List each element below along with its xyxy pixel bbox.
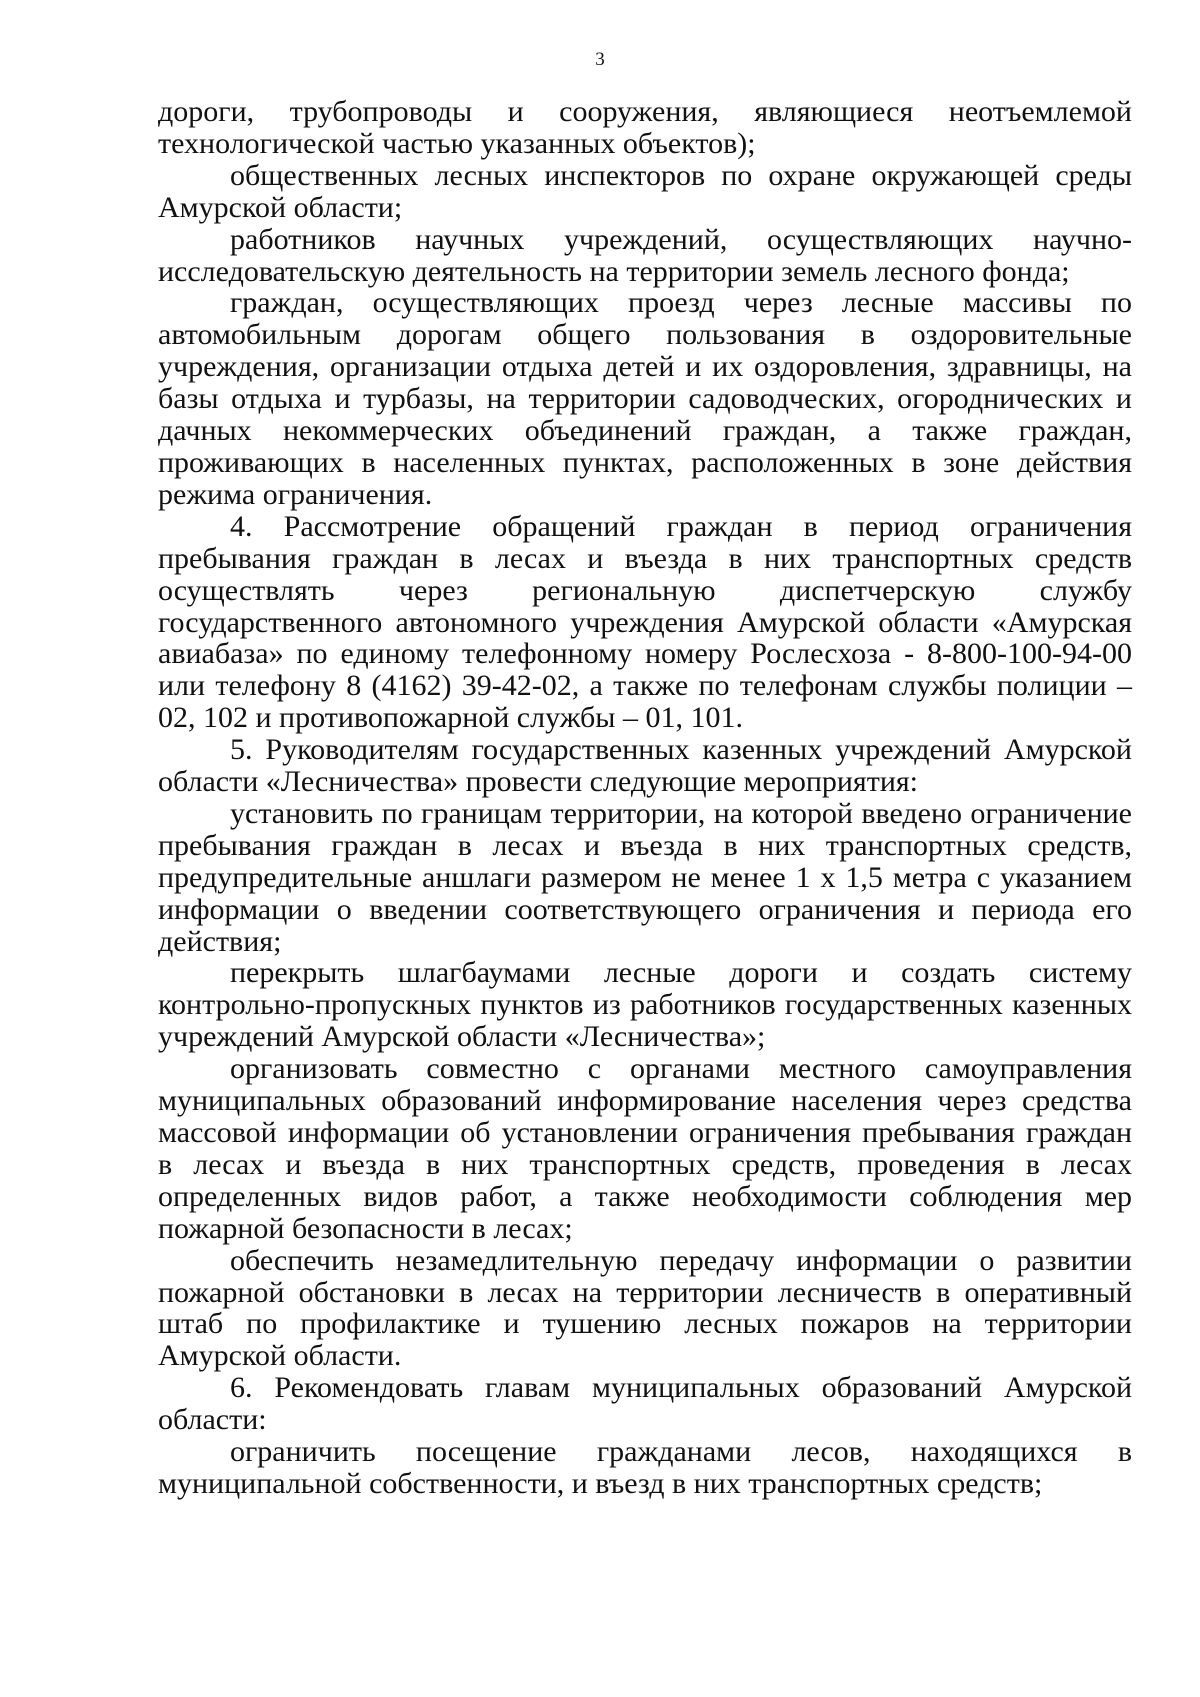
document-body	[158, 96, 1132, 1500]
paragraph-barriers-checkpoints: перекрыть шлагбаумами лесные дороги и создать систему контрольно-пропускных пунктов из работников государственных казенных учреждений Амурской области «Лесничества»;	[158, 956, 1132, 1054]
paragraph-public-forest-inspectors: общественных лесных инспекторов по охране окружающей среды Амурской области;	[158, 158, 1132, 224]
paragraph-restrict-visits: ограничить посещение гражданами лесов, находящихся в муниципальной собственности, и въезд в них транспортных средств;	[158, 1435, 1132, 1500]
paragraph-research-workers: работников научных учреждений, осуществляющих научно-исследовательскую деятельность на территории земель лесного фонда;	[158, 222, 1132, 288]
paragraph-item-5-heads: 5. Руководителям государственных казенных учреждений Амурской области «Лесничества» провести следующие мероприятия:	[158, 733, 1132, 799]
paragraph-item-4-appeals: 4. Рассмотрение обращений граждан в период ограничения пребывания граждан в лесах и въезда в них транспортных средств осуществлять через региональную диспетчерскую службу государственного автономного учреждения Амурской области «Амурская авиабаза» по единому телефонному номеру Рослесхоза - 8-800-100-94-00 или телефону 8 (4162) 39-42-02, а также по телефонам службы полиции – 02, 102 и противопожарной службы – 01, 101.	[158, 509, 1132, 735]
paragraph-fire-info-transfer: обеспечить незамедлительную передачу информации о развитии пожарной обстановки в лесах на территории лесничеств в оперативный штаб по профилактике и тушению лесных пожаров на территории Амурской области.	[158, 1243, 1132, 1373]
page-number: 3	[595, 49, 605, 70]
paragraph-roads-continuation: дороги, трубопроводы и сооружения, являющиеся неотъемлемой технологической частью указанных объектов);	[158, 95, 1132, 160]
paragraph-citizens-passage: граждан, осуществляющих проезд через лесные массивы по автомобильным дорогам общего пользования в оздоровительные учреждения, организации отдыха детей и их оздоровления, здравницы, на базы отдыха и турбазы, на территории садоводческих, огороднических и дачных некоммерческих объединений граждан, а также граждан, проживающих в населенных пунктах, расположенных в зоне действия режима ограничения.	[158, 286, 1132, 511]
paragraph-item-6-recommend: 6. Рекомендовать главам муниципальных образований Амурской области:	[158, 1371, 1132, 1437]
paragraph-inform-population: организовать совместно с органами местного самоуправления муниципальных образований информирование населения через средства массовой информации об установлении ограничения пребывания граждан в лесах и въезда в них транспортных средств, проведения в лесах определенных видов работ, а также необходимости соблюдения мер пожарной безопасности в лесах;	[158, 1052, 1132, 1245]
paragraph-install-signs: установить по границам территории, на которой введено ограничение пребывания граждан в лесах и въезда в них транспортных средств, предупредительные аншлаги размером не менее 1 х 1,5 метра с указанием информации о введении соответствующего ограничения и периода его действия;	[158, 796, 1132, 958]
